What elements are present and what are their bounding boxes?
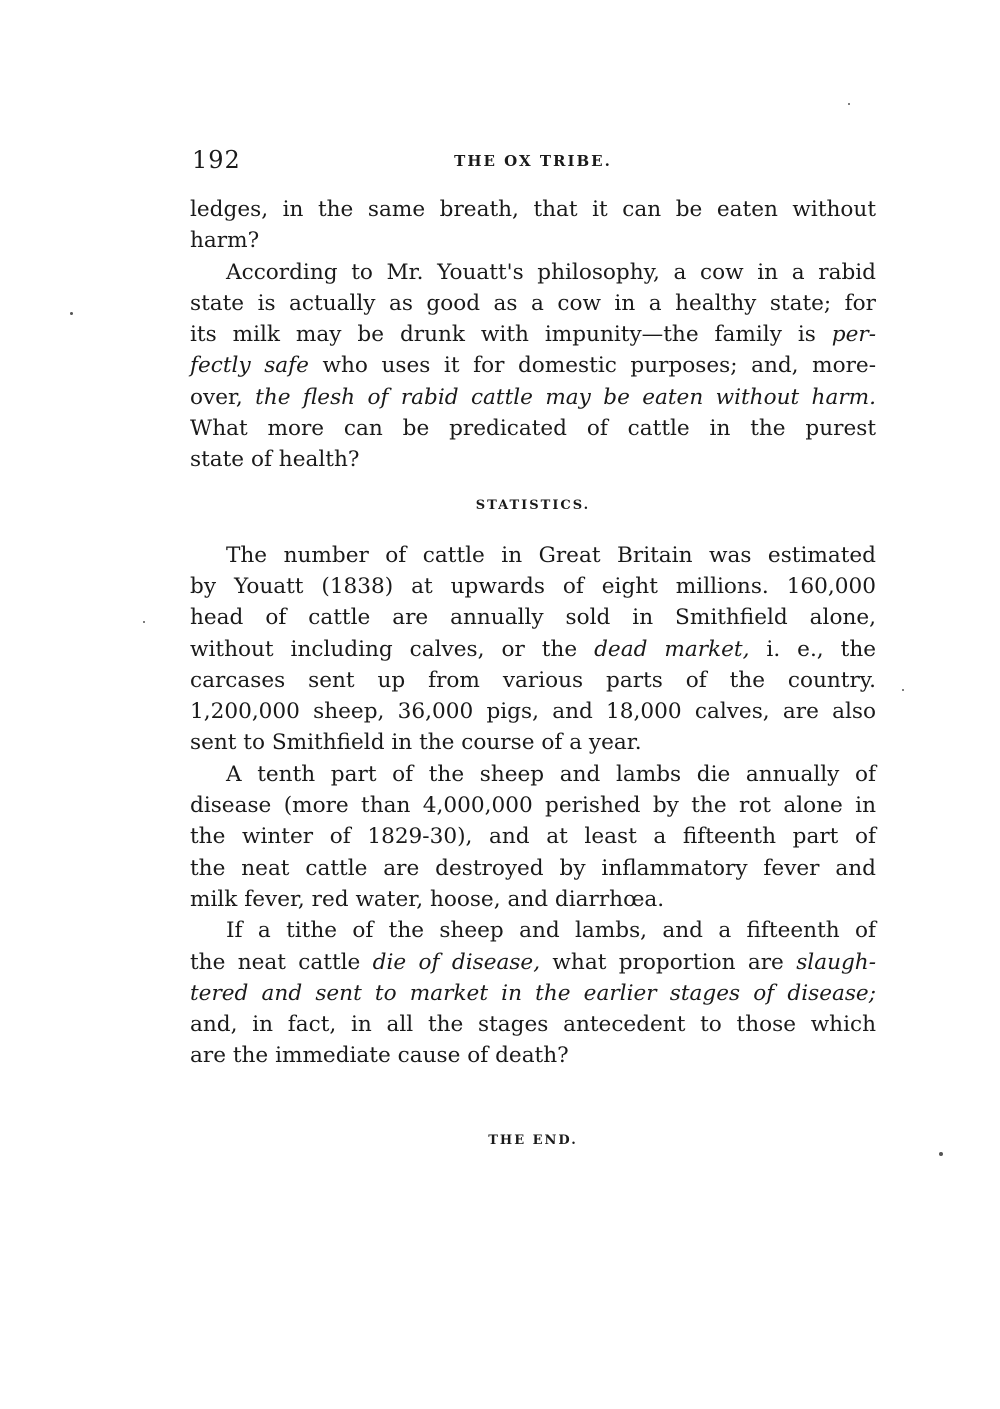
text-line: are the immediate cause of death? <box>190 1043 569 1069</box>
italic-span: fectly safe <box>190 353 309 379</box>
text-line <box>190 319 876 350</box>
body-text <box>190 194 876 1072</box>
paragraph-3 <box>190 540 876 759</box>
page-header <box>190 146 876 180</box>
text-line <box>190 634 876 665</box>
italic-span: the flesh of rabid cattle may be eaten without harm. <box>255 384 876 410</box>
paragraph-5 <box>190 915 876 1071</box>
running-head: THE OX TRIBE. <box>454 152 612 170</box>
end-mark: THE END. <box>488 1133 578 1148</box>
scan-speck <box>848 103 850 105</box>
text-line: sent to Smithfield in the course of a year. <box>190 730 642 756</box>
text-line <box>190 382 876 413</box>
scan-speck <box>939 1152 943 1156</box>
text-line: state is actually as good as a cow in a healthy state; for <box>190 290 876 316</box>
text-line: According to Mr. Youatt's philosophy, a cow in a rabid <box>226 259 876 285</box>
text-line: harm? <box>190 228 260 254</box>
text-span: without including calves, or the <box>190 636 595 662</box>
text-span: over, <box>190 384 256 410</box>
text-line: If a tithe of the sheep and lambs, and a fifteenth of <box>226 918 876 944</box>
text-line: disease (more than 4,000,000 perished by the rot alone in <box>190 793 876 819</box>
text-line <box>190 947 876 978</box>
paragraph-2 <box>190 257 876 476</box>
section-heading: STATISTICS. <box>475 497 591 513</box>
italic-span: tered and sent to market in the earlier stages of disease; <box>190 980 876 1006</box>
text-line <box>190 350 876 381</box>
text-line: A tenth part of the sheep and lambs die annually of <box>226 761 876 787</box>
text-span: what proportion are <box>540 949 797 975</box>
text-line: carcases sent up from various parts of the country. <box>190 667 876 693</box>
text-span: who uses it for domestic purposes; and, more- <box>308 353 876 379</box>
paragraph-1 <box>190 194 876 257</box>
scan-speck <box>902 689 904 691</box>
text-line: milk fever, red water, hoose, and diarrhœa. <box>190 886 665 912</box>
text-line: state of health? <box>190 447 360 473</box>
paragraph-4 <box>190 759 876 915</box>
page-number: 192 <box>192 146 241 174</box>
text-line <box>190 978 876 1009</box>
text-line: and, in fact, in all the stages antecedent to those which <box>190 1012 876 1038</box>
text-line: by Youatt (1838) at upwards of eight millions. 160,000 <box>190 573 876 599</box>
italic-span: die of disease, <box>372 949 541 975</box>
text-line: ledges, in the same breath, that it can be eaten without <box>190 197 876 222</box>
italic-span: slaugh- <box>796 949 876 975</box>
text-span: its milk may be drunk with impunity—the family is <box>190 322 832 348</box>
italic-span: dead market, <box>594 636 750 662</box>
text-line: the neat cattle are destroyed by inflammatory fever and <box>190 855 876 881</box>
text-line: head of cattle are annually sold in Smithfield alone, <box>190 605 876 631</box>
italic-span: per- <box>831 322 876 348</box>
scan-speck <box>70 312 73 315</box>
text-span: i. e., the <box>749 636 877 662</box>
scan-speck <box>143 621 145 623</box>
text-line: the winter of 1829-30), and at least a fifteenth part of <box>190 824 876 850</box>
text-line: What more can be predicated of cattle in the purest <box>190 416 876 442</box>
text-span: the neat cattle <box>190 949 373 975</box>
text-line: 1,200,000 sheep, 36,000 pigs, and 18,000 calves, are also <box>190 699 876 725</box>
text-line: The number of cattle in Great Britain was estimated <box>226 542 876 568</box>
